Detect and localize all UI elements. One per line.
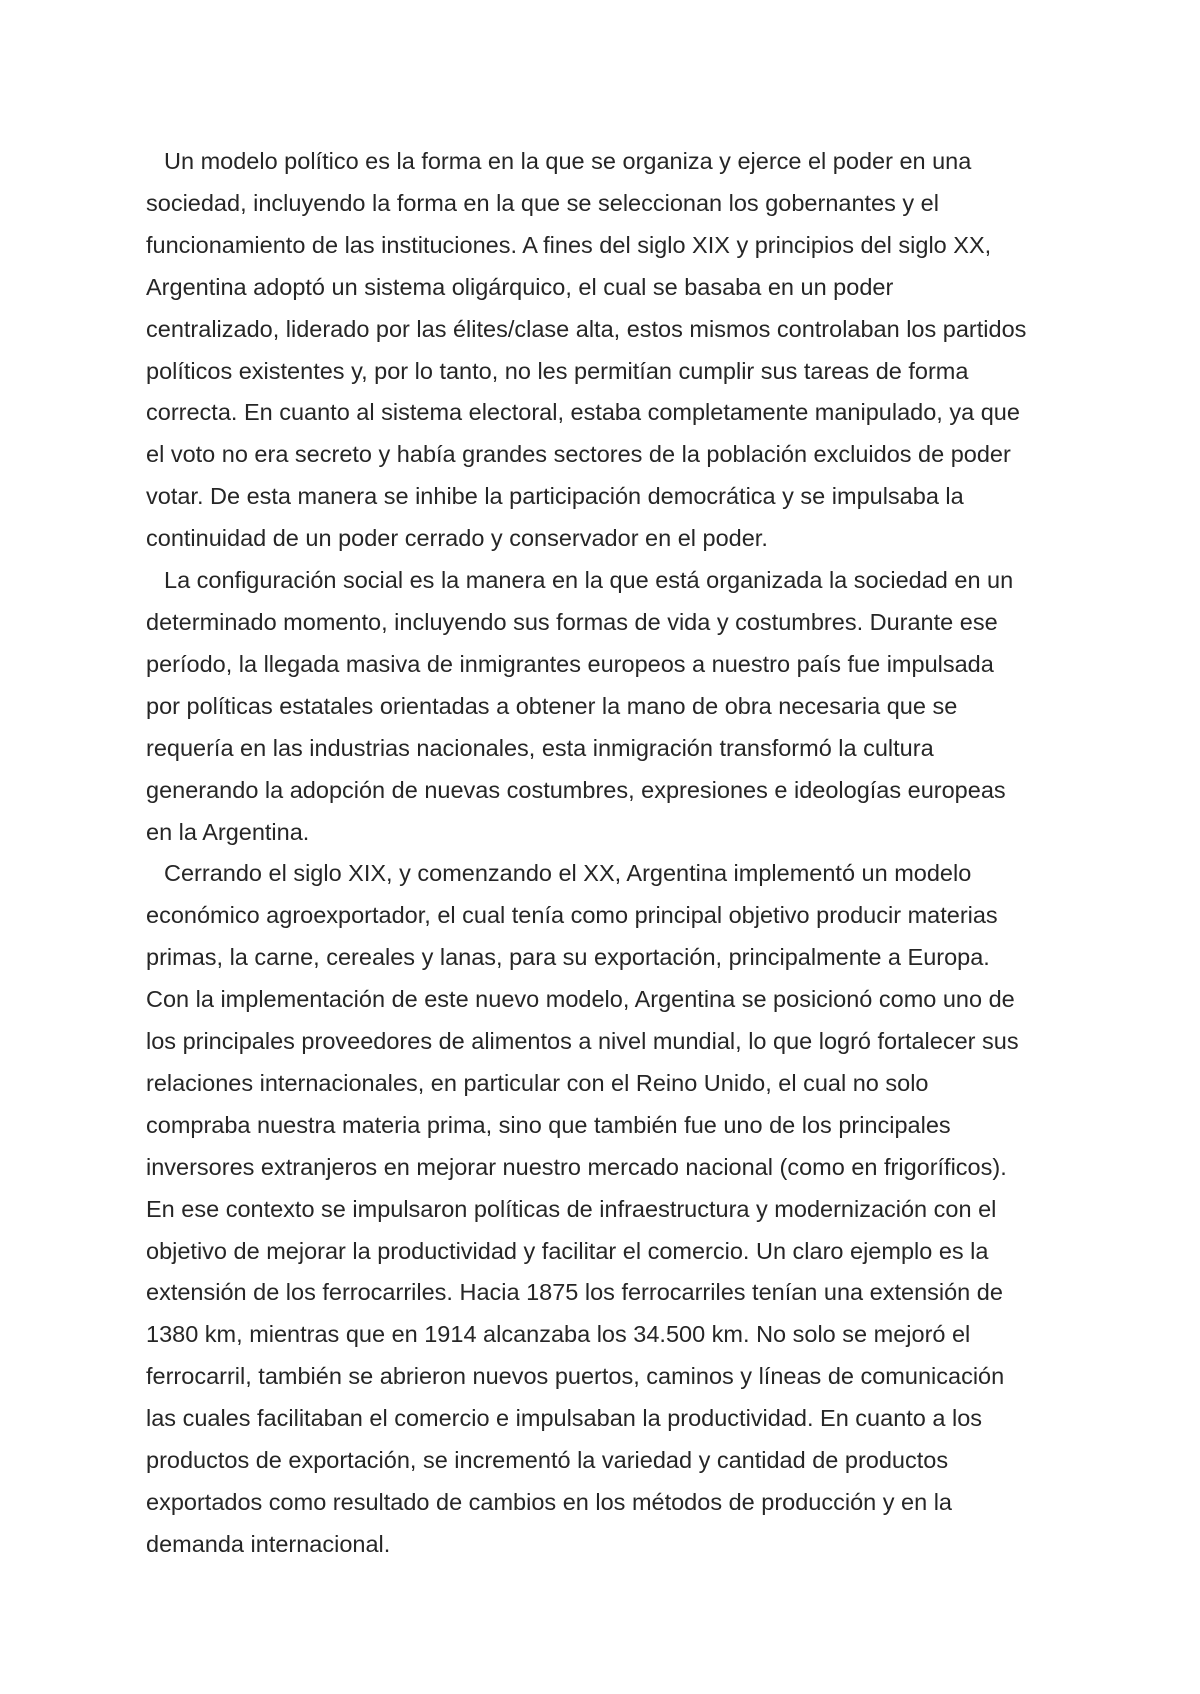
document-body xyxy=(146,141,1076,1566)
paragraph-political-model: Un modelo político es la forma en la que se organiza y ejerce el poder en una sociedad, incluyendo la forma en la que se seleccionan los gobernantes y el funcionamiento de las instituciones. A fines del siglo XIX y principios del siglo XX, Argentina adoptó un sistema oligárquico, el cual se basaba en un poder centralizado, liderado por las élites/clase alta, estos mismos controlaban los partidos políticos existentes y, por lo tanto, no les permitían cumplir sus tareas de forma correcta. En cuanto al sistema electoral, estaba completamente manipulado, ya que el voto no era secreto y había grandes sectores de la población excluidos de poder votar. De esta manera se inhibe la participación democrática y se impulsaba la continuidad de un poder cerrado y conservador en el poder. xyxy=(146,148,1027,552)
paragraph-social-configuration: La configuración social es la manera en la que está organizada la sociedad en un determinado momento, incluyendo sus formas de vida y costumbres. Durante ese período, la llegada masiva de inmigrantes europeos a nuestro país fue impulsada por políticas estatales orientadas a obtener la mano de obra necesaria que se requería en las industrias nacionales, esta inmigración transformó la cultura generando la adopción de nuevas costumbres, expresiones e ideologías europeas en la Argentina. xyxy=(146,567,1014,845)
paragraph-economic-model: Cerrando el siglo XIX, y comenzando el XX, Argentina implementó un modelo económico agroexportador, el cual tenía como principal objetivo producir materias primas, la carne, cereales y lanas, para su exportación, principalmente a Europa. Con la implementación de este nuevo modelo, Argentina se posicionó como uno de los principales proveedores de alimentos a nivel mundial, lo que logró fortalecer sus relaciones internacionales, en particular con el Reino Unido, el cual no solo compraba nuestra materia prima, sino que también fue uno de los principales inversores extranjeros en mejorar nuestro mercado nacional (como en frigoríficos). En ese contexto se impulsaron políticas de infraestructura y modernización con el objetivo de mejorar la productividad y facilitar el comercio. Un claro ejemplo es la extensión de los ferrocarriles. Hacia 1875 los ferrocarriles tenían una extensión de 1380 km, mientras que en 1914 alcanzaba los 34.500 km. No solo se mejoró el ferrocarril, también se abrieron nuevos puertos, caminos y líneas de comunicación las cuales facilitaban el comercio e impulsaban la productividad. En cuanto a los productos de exportación, se incrementó la variedad y cantidad de productos exportados como resultado de cambios en los métodos de producción y en la demanda internacional. xyxy=(146,860,1019,1557)
